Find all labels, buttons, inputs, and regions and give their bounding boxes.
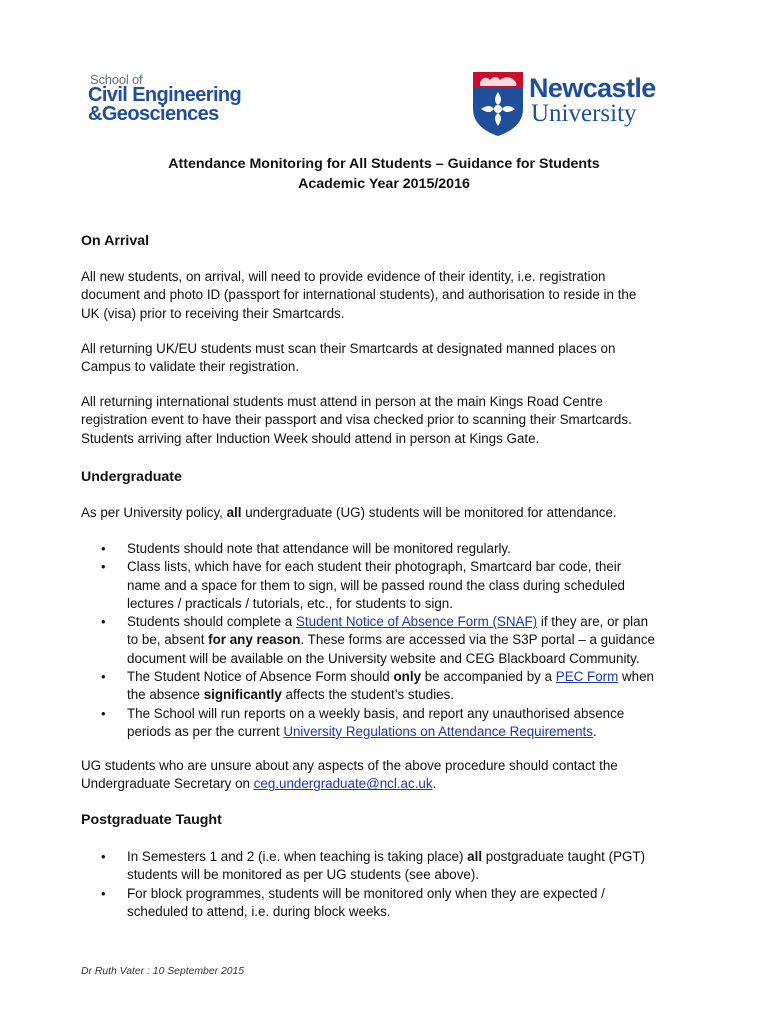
document-title bbox=[0, 154, 768, 194]
text-line: scheduled to attend, i.e. during block weeks. bbox=[127, 903, 391, 919]
text-line: UK (visa) prior to receiving their Smartcards. bbox=[81, 305, 345, 321]
text-line: registration event to have their passport and visa checked prior to scanning their Smartcards. bbox=[81, 412, 632, 428]
heading-undergraduate: Undergraduate bbox=[81, 469, 182, 485]
undergraduate-contact bbox=[81, 757, 701, 794]
bold-text: for any reason bbox=[208, 632, 301, 648]
title-line1: Attendance Monitoring for All Students – Guidance for Students bbox=[168, 156, 600, 172]
text-line bbox=[127, 686, 701, 704]
text-line: • Students should note that attendance will be monitored regularly. bbox=[127, 541, 511, 556]
list-item bbox=[101, 558, 701, 613]
text-segment: Undergraduate Secretary on bbox=[81, 776, 254, 792]
heading-on-arrival: On Arrival bbox=[81, 233, 150, 249]
text-segment: In Semesters 1 and 2 (i.e. when teaching is taking place) bbox=[127, 849, 468, 864]
text-line bbox=[81, 775, 701, 793]
text-segment: . bbox=[432, 776, 437, 792]
text-line bbox=[127, 848, 701, 866]
text-line: name and a space for them to sign, will be passed round the class during scheduled bbox=[127, 577, 625, 593]
text-segment: be accompanied by a bbox=[421, 669, 556, 685]
text-line: • The School will run reports on a weekly basis, and report any unauthorised absence bbox=[127, 705, 625, 721]
on-arrival-paragraph-1 bbox=[81, 268, 701, 323]
list-item bbox=[101, 705, 701, 742]
text-line: Students arriving after Induction Week should attend in person at Kings Gate. bbox=[81, 430, 540, 446]
text-line: document and photo ID (passport for international students), and authorisation to reside in the bbox=[81, 287, 637, 303]
university-shield-icon bbox=[472, 71, 524, 137]
school-logo bbox=[88, 73, 273, 125]
text-segment: undergraduate (UG) students will be monitored for attendance. bbox=[241, 505, 617, 520]
school-logo-line2: Civil Engineering bbox=[88, 84, 242, 106]
list-item bbox=[101, 885, 701, 922]
bold-text: only bbox=[393, 669, 422, 685]
text-line: lectures / practicals / tutorials, etc., for students to sign. bbox=[127, 595, 453, 611]
on-arrival-paragraph-3 bbox=[81, 393, 701, 448]
footer-author-date: Dr Ruth Vater : 10 September 2015 bbox=[81, 966, 245, 977]
attendance-regulations-link[interactable]: University Regulations on Attendance Requirements bbox=[283, 723, 593, 739]
text-segment: postgraduate taught (PGT) bbox=[482, 849, 646, 864]
list-item bbox=[101, 668, 701, 705]
text-line: All returning UK/EU students must scan their Smartcards at designated manned places on bbox=[81, 341, 616, 356]
bold-text: significantly bbox=[203, 687, 282, 703]
text-line: Campus to validate their registration. bbox=[81, 359, 300, 375]
list-item bbox=[101, 540, 701, 558]
undergraduate-bullet-list bbox=[101, 540, 701, 741]
text-segment: As per University policy, bbox=[81, 505, 227, 520]
heading-postgraduate-taught: Postgraduate Taught bbox=[81, 812, 222, 828]
list-item bbox=[101, 613, 701, 668]
school-logo-line3: &Geosciences bbox=[88, 103, 219, 125]
text-line: students will be monitored as per UG students (see above). bbox=[127, 867, 480, 883]
university-logo bbox=[472, 71, 672, 139]
text-line: • Class lists, which have for each student their photograph, Smartcard bar code, their bbox=[127, 559, 622, 575]
title-line2: Academic Year 2015/2016 bbox=[298, 176, 470, 192]
text-segment: Students should complete a bbox=[127, 614, 296, 630]
text-line bbox=[127, 613, 701, 631]
undergraduate-email-link[interactable]: ceg.undergraduate@ncl.ac.uk bbox=[253, 776, 433, 792]
bold-text: all bbox=[226, 505, 242, 520]
text-line bbox=[81, 504, 701, 522]
on-arrival-paragraph-2 bbox=[81, 340, 701, 377]
text-segment: The Student Notice of Absence Form should bbox=[127, 669, 394, 685]
text-segment: . bbox=[592, 723, 597, 739]
text-segment: when bbox=[618, 669, 654, 685]
text-line: All new students, on arrival, will need to provide evidence of their identity, i.e. registration bbox=[81, 269, 606, 284]
list-item bbox=[101, 848, 701, 885]
university-logo-line2: University bbox=[531, 100, 637, 127]
text-segment: . These forms are accessed via the S3P portal – a guidance bbox=[300, 632, 656, 648]
postgraduate-bullet-list bbox=[101, 848, 701, 921]
text-segment: if they are, or plan bbox=[537, 614, 649, 630]
snaf-link[interactable]: Student Notice of Absence Form (SNAF) bbox=[295, 614, 538, 630]
text-line bbox=[127, 631, 701, 649]
text-segment: the absence bbox=[127, 687, 204, 703]
bold-text: all bbox=[467, 849, 483, 864]
text-line bbox=[127, 723, 701, 741]
text-segment: to be, absent bbox=[127, 632, 209, 648]
pec-form-link[interactable]: PEC Form bbox=[555, 669, 619, 685]
school-logo-line1: School of bbox=[90, 72, 143, 87]
text-line: All returning international students must attend in person at the main Kings Road Centre bbox=[81, 394, 603, 409]
text-line bbox=[127, 668, 701, 686]
text-segment: periods as per the current bbox=[127, 723, 284, 739]
text-line: UG students who are unsure about any aspects of the above procedure should contact the bbox=[81, 758, 618, 773]
text-line: • For block programmes, students will be monitored only when they are expected / bbox=[127, 885, 605, 901]
undergraduate-intro bbox=[81, 504, 701, 522]
university-logo-line1: Newcastle bbox=[529, 73, 656, 103]
text-line: document will be available on the University website and CEG Blackboard Community. bbox=[127, 650, 640, 666]
text-segment: affects the student’s studies. bbox=[281, 687, 455, 703]
